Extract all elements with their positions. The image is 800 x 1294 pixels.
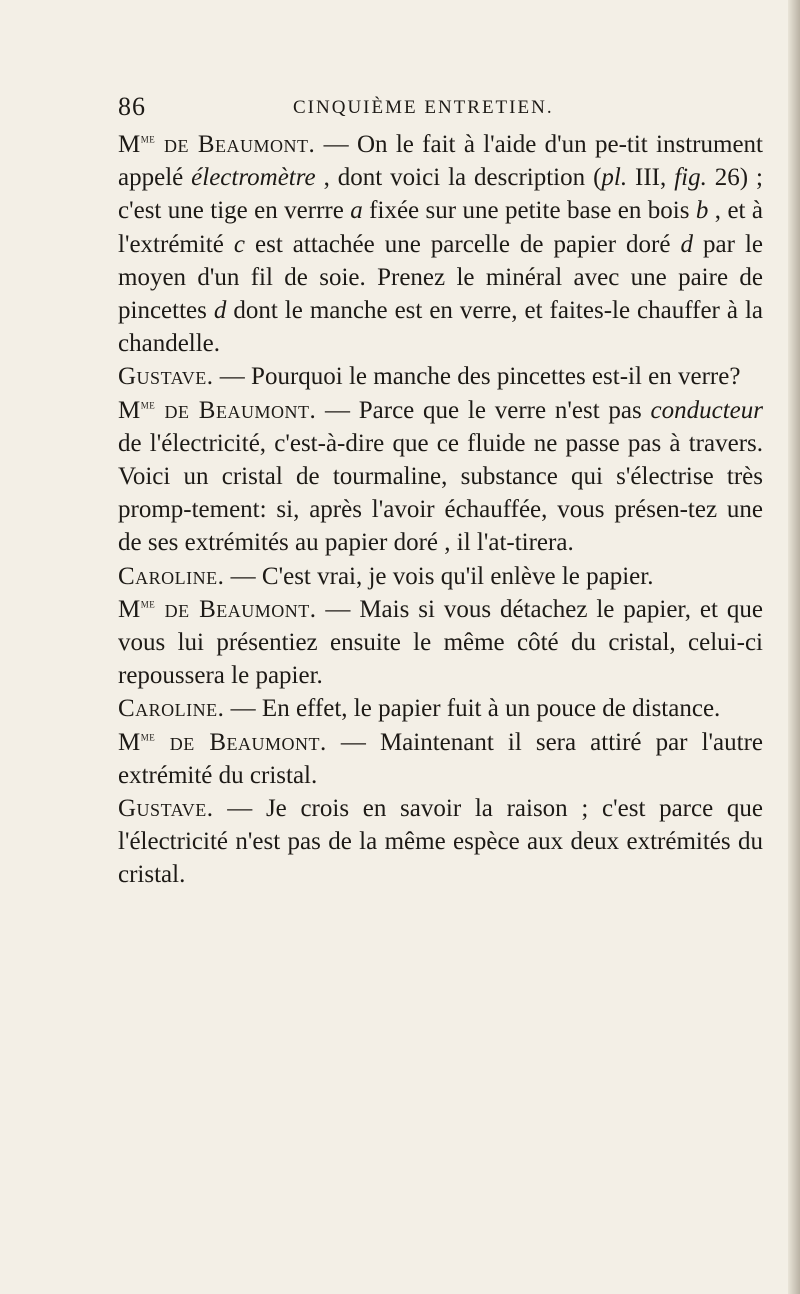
dialogue-paragraph <box>118 560 763 593</box>
dialogue-line: — C'est vrai, je vois qu'il enlève le papier. <box>224 562 654 590</box>
dialogue-line: , dont voici la description ( <box>315 164 602 192</box>
page-number: 86 <box>118 92 146 121</box>
italic-term: électromètre <box>191 164 316 192</box>
italic-term: a <box>350 197 363 225</box>
dialogue-line: fixée sur une petite base en bois <box>362 197 696 225</box>
dialogue-paragraph <box>118 792 763 892</box>
speaker-name: $M^{me}$ de Beaumont. <box>118 728 327 756</box>
dialogue-line: est attachée une parcelle de papier doré <box>244 230 681 258</box>
speaker-name: Caroline. <box>118 695 225 723</box>
dialogue-line: — Pourquoi le manche des pincettes est-il en verre? <box>213 363 741 391</box>
speaker-name: $M^{me}$ de Beaumont. <box>118 130 316 158</box>
dialogue-line: — Maintenant il sera attiré par l'autre extrémité du cristal. <box>118 728 763 789</box>
book-page <box>118 88 763 892</box>
dialogue-line: — On le fait à l'aide d'un pe-tit instrument appelé <box>118 131 763 192</box>
dialogue-line: 26) ; c'est une tige en verrre <box>118 164 763 225</box>
dialogue-paragraph <box>118 360 763 393</box>
italic-term: d <box>680 230 693 258</box>
speaker-name: $M^{me}$ de Beaumont. <box>118 396 317 424</box>
dialogue-line: par le moyen d'un fil de soie. Prenez le minéral avec une paire de pincettes <box>118 230 763 325</box>
dialogue-paragraph <box>118 593 763 693</box>
italic-term: b <box>695 197 709 225</box>
italic-term: pl. <box>601 164 628 192</box>
running-title: CINQUIÈME ENTRETIEN. <box>293 97 554 118</box>
dialogue-paragraph <box>118 394 763 560</box>
dialogue-line: — Mais si vous détachez le papier, et que vous lui présentiez ensuite le même côté du cristal, celui-ci repoussera le papier. <box>118 595 763 690</box>
italic-term: c <box>233 230 245 258</box>
dialogue-paragraph <box>118 726 763 792</box>
dialogue-line: de l'électricité, c'est-à-dire que ce fluide ne passe pas à travers. Voici un cristal de tourmaline, substance qui s'électrise très promp-tement: si, après l'avoir échauffée, vous présen-tez une de ses extrémités au papier doré , il l'at-tirera. <box>118 429 763 557</box>
italic-term: d <box>213 297 227 325</box>
dialogue-line: — Parce que le verre n'est pas <box>316 396 651 424</box>
dialogue-line: — Je crois en savoir la raison ; c'est parce que l'électricité n'est pas de la même espèce aux deux extrémités du cristal. <box>118 795 763 889</box>
dialogue-line: dont le manche est en verre, et faites-le chauffer à la chandelle. <box>118 297 763 358</box>
speaker-name: $M^{me}$ de Beaumont. <box>118 595 317 623</box>
speaker-name: Gustave. <box>118 795 214 823</box>
speaker-name: Gustave. <box>118 363 214 391</box>
dialogue-text <box>118 128 763 892</box>
italic-term: fig. <box>674 164 707 192</box>
dialogue-paragraph <box>118 128 763 360</box>
page-edge <box>788 0 800 1294</box>
page-header <box>118 88 763 128</box>
dialogue-line: — En effet, le papier fuit à un pouce de distance. <box>224 695 721 723</box>
italic-term: conducteur <box>650 396 763 424</box>
speaker-name: Caroline. <box>118 562 225 590</box>
dialogue-line: , et à l'extrémité <box>118 197 763 258</box>
dialogue-paragraph <box>118 692 763 725</box>
dialogue-line: III, <box>627 164 675 192</box>
